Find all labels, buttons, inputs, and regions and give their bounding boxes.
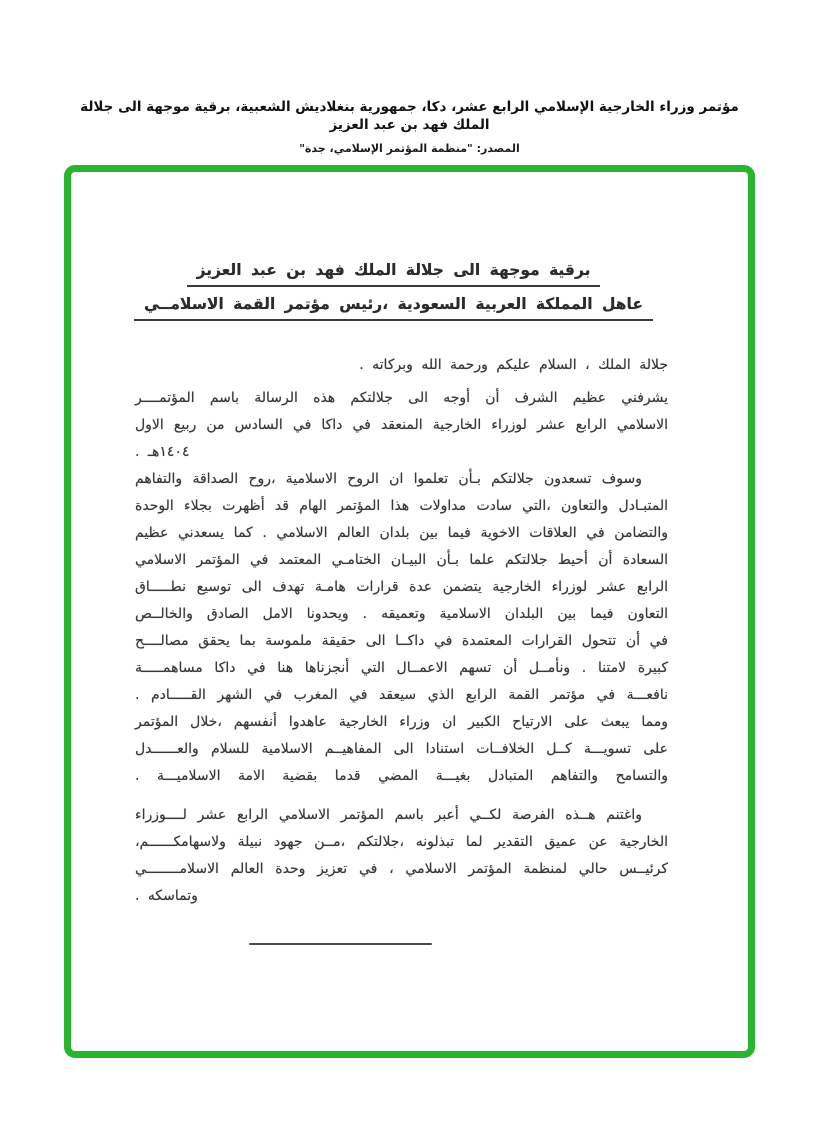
document-line: والتضامن في العلاقات الاخوية فيما بين بلدان العالم الاسلامي . كما يسعدني عظيم bbox=[135, 525, 668, 541]
greeting-line: جلالة الملك ، السلام عليكم ورحمة الله وبركاته . bbox=[359, 357, 668, 373]
document-line: الخارجية عن عميق التقدير لما تبذلونه ،جلالتكم ،مــن جهود نبيلة ولاسهامكــــــم، bbox=[135, 834, 668, 850]
document-line: ١٤٠٤هـ . bbox=[135, 444, 190, 460]
document-line: على تسويـــة كــل الخلافــات استنادا الى المفاهيــم الاسلامية للسلام والعــــــدل bbox=[135, 741, 668, 757]
document-line: السعادة أن أحيط جلالتكم علما بـأن البيـان الختامـي المعتمد في المؤتمر الاسلامي bbox=[135, 552, 668, 568]
source-line: المصدر: "منظمة المؤتمر الإسلامي، جدة" bbox=[299, 142, 520, 155]
document-line: المتبـادل والتعاون ،التي سادت مداولات هذا المؤتمر الهام قد أظهرت بجلاء الوحدة bbox=[135, 498, 668, 514]
document-line: الاسلامي الرابع عشر لوزراء الخارجية المنعقد في داكا في السادس من ربيع الاول bbox=[135, 417, 668, 433]
telegram-scan bbox=[71, 172, 748, 1051]
document-line: واغتنم هــذه الفرصة لكــي أعبر باسم المؤتمر الاسلامي الرابع عشر لــــوزراء bbox=[135, 807, 642, 823]
document-line: كرئيــس حالي لمنظمة المؤتمر الاسلامي ، في تعزيز وحدة العالم الاسلامــــــــي bbox=[135, 861, 668, 877]
telegram-title-block bbox=[127, 260, 660, 328]
telegram-title-line-2: عاهل المملكة العربية السعودية ،رئيس مؤتمر القمة الاسلامــي bbox=[134, 295, 653, 321]
document-line: نافعـــة في مؤتمر القمة الرابع الذي سيعقد في المغرب في الشهر القـــــادم . bbox=[135, 687, 668, 703]
paragraph-2 bbox=[135, 466, 668, 790]
document-line: والتسامح والتفاهم المتبادل بغيـــة المضي قدما بقضية الامة الاسلاميـــة . bbox=[135, 768, 668, 784]
document-line: الرابع عشر لوزراء الخارجية يتضمن عدة قرارات هامـة تهدف الى توسيع نطـــــاق bbox=[135, 579, 668, 595]
paragraph-3 bbox=[135, 802, 668, 910]
document-caption: مؤتمر وزراء الخارجية الإسلامي الرابع عشر، دكا، جمهورية بنغلاديش الشعبية، برقية موجهة الى جلالة الملك فهد بن عبد العزيز bbox=[80, 99, 739, 133]
paragraph-1 bbox=[135, 385, 668, 466]
document-line: التعاون فيما بين البلدان الاسلامية وتعميقه . ويحدونا الامل الصادق والخالــص bbox=[135, 606, 668, 622]
telegram-title-line-1: برقية موجهة الى جلالة الملك فهد بن عبد العزيز bbox=[187, 261, 601, 287]
document-line: وسوف تسعدون جلالتكم بـأن تعلموا ان الروح الاسلامية ،روح الصداقة والتفاهم bbox=[135, 471, 642, 487]
document-line: في أن تتحول القرارات المعتمدة في داكــا الى حقيقة ملموسة بما يحقق مصالــــح bbox=[135, 633, 668, 649]
document-line: ومما يبعث على الارتياح الكبير ان وزراء الخارجية عاهدوا أنفسهم ،خلال المؤتمر bbox=[135, 714, 668, 730]
telegram-body bbox=[135, 352, 668, 910]
signature-rule bbox=[249, 943, 432, 945]
document-line: وتماسكه . bbox=[135, 888, 198, 904]
document-line: يشرفني عظيم الشرف أن أوجه الى جلالتكم هذه الرسالة باسم المؤتمــــر bbox=[135, 390, 668, 406]
document-line: كبيرة لامتنا . ونأمــل أن تسهم الاعمــال التي أنجزناها هنا في داكا مساهمـــــة bbox=[135, 660, 668, 676]
page-header bbox=[80, 98, 740, 155]
